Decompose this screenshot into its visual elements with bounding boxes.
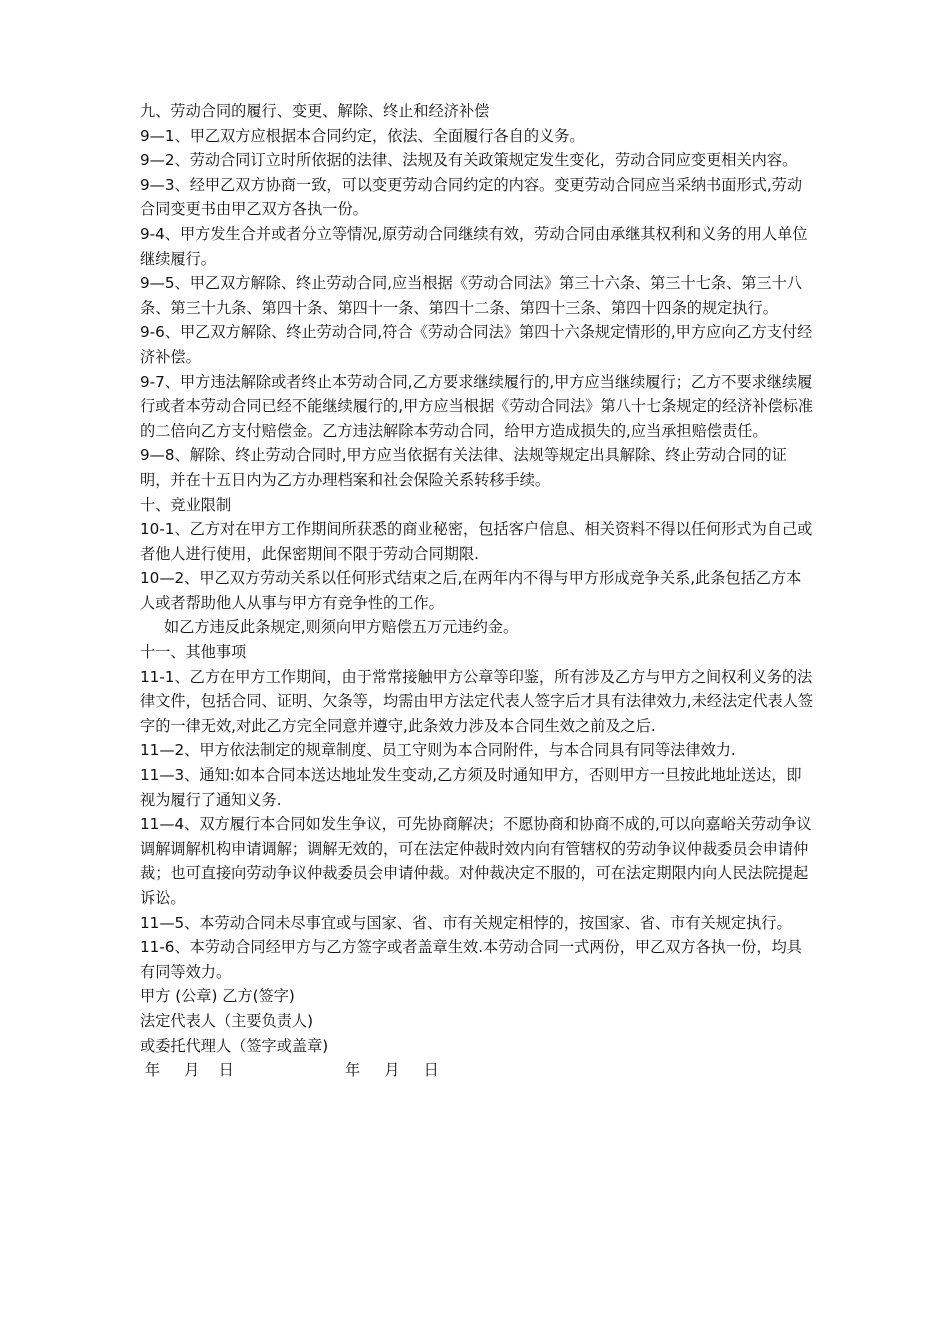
clause-11-3: 11—3、通知:如本合同本送达地址发生变动,乙方须及时通知甲方，否则甲方一旦按此地址送达，即视为履行了通知义务.	[140, 766, 802, 809]
signature-date-line	[140, 1058, 815, 1083]
clause-10-note: 如乙方违反此条规定,则须向甲方赔偿五万元违约金。	[164, 618, 519, 637]
clause-9-4: 9-4、甲方发生合并或者分立等情况,原劳动合同继续有效，劳动合同由承继其权利和义务的用人单位继续履行。	[140, 224, 808, 268]
signature-parties: 甲方 (公章) 乙方(签字)	[140, 987, 295, 1006]
clause-10-1: 10-1、乙方对在甲方工作期间所获悉的商业秘密，包括客户信息、相关资料不得以任何形式为自己或者他人进行使用，此保密期间不限于劳动合同期限.	[140, 520, 813, 563]
clause-11-2: 11—2、甲方依法制定的规章制度、员工守则为本合同附件，与本合同具有同等法律效力.	[140, 741, 736, 760]
clause-10-2: 10—2、甲乙双方劳动关系以任何形式结束之后,在两年内不得与甲方形成竞争关系,此条包括乙方本人或者帮助他人从事与甲方有竞争性的工作。	[140, 569, 802, 612]
clause-9-8: 9—8、解除、终止劳动合同时,甲方应当依据有关法律、法规等规定出具解除、终止劳动合同的证明，并在十五日内为乙方办理档案和社会保险关系转移手续。	[140, 446, 787, 489]
signature-date-a: 年 月 日	[140, 1061, 234, 1080]
signature-agent: 或委托代理人（签字或盖章)	[140, 1036, 329, 1055]
signature-date-b: 年 月 日	[345, 1061, 439, 1080]
signature-legal-rep: 法定代表人（主要负责人)	[140, 1011, 313, 1030]
clause-9-2: 9—2、劳动合同订立时所依据的法律、法规及有关政策规定发生变化，劳动合同应变更相关内容。	[140, 151, 798, 170]
contract-page	[140, 99, 815, 1083]
clause-11-5: 11—5、本劳动合同未尽事宜或与国家、省、市有关规定相悖的，按国家、省、市有关规定执行。	[140, 913, 792, 932]
clause-9-3: 9—3、经甲乙双方协商一致，可以变更劳动合同约定的内容。变更劳动合同应当采纳书面形式,劳动合同变更书由甲乙双方各执一份。	[140, 175, 803, 219]
clause-11-6: 11-6、本劳动合同经甲方与乙方签字或者盖章生效.本劳动合同一式两份，甲乙双方各执一份，均具有同等效力。	[140, 938, 802, 981]
clause-9-6: 9-6、甲乙双方解除、终止劳动合同,符合《劳动合同法》第四十六条规定情形的,甲方应向乙方支付经济补偿。	[140, 323, 813, 366]
clause-9-1: 9—1、甲乙双方应根据本合同约定，依法、全面履行各自的义务。	[140, 126, 585, 145]
clause-11-1: 11-1、乙方在甲方工作期间，由于常常接触甲方公章等印鉴，所有涉及乙方与甲方之间权利义务的法律文件，包括合同、证明、欠条等，均需由甲方法定代表人签字后才具有法律效力,未经法定代表人签字的一律无效,对此乙方完全同意并遵守,此条效力涉及本合同生效之前及之后.	[140, 667, 814, 735]
section-heading-9: 九、劳动合同的履行、变更、解除、终止和经济补偿	[140, 102, 490, 120]
signature-party-line	[140, 984, 815, 1009]
section-heading-10: 十、竞业限制	[140, 495, 232, 514]
section-heading-11: 十一、其他事项	[140, 643, 247, 662]
clause-11-4: 11—4、双方履行本合同如发生争议，可先协商解决；不愿协商和协商不成的,可以向嘉峪关劳动争议调解调解机构申请调解；调解无效的，可在法定仲裁时效内向有管辖权的劳动争议仲裁委员会申请仲裁；也可直接向劳动争议仲裁委员会申请仲裁。对仲裁决定不服的，可在法定期限内向人民法院提起诉讼。	[140, 815, 812, 907]
clause-9-5: 9—5、甲乙双方解除、终止劳动合同,应当根据《劳动合同法》第三十六条、第三十七条、第三十八条、第三十九条、第四十条、第四十一条、第四十二条、第四十三条、第四十四条的规定执行。	[140, 274, 803, 317]
clause-9-7: 9-7、甲方违法解除或者终止本劳动合同,乙方要求继续履行的,甲方应当继续履行；乙方不要求继续履行或者本劳动合同已经不能继续履行的,甲方应当根据《劳动合同法》第八十七条规定的经济补偿标准的二倍向乙方支付赔偿金。乙方违法解除本劳动合同，给甲方造成损失的,应当承担赔偿责任。	[140, 372, 814, 440]
